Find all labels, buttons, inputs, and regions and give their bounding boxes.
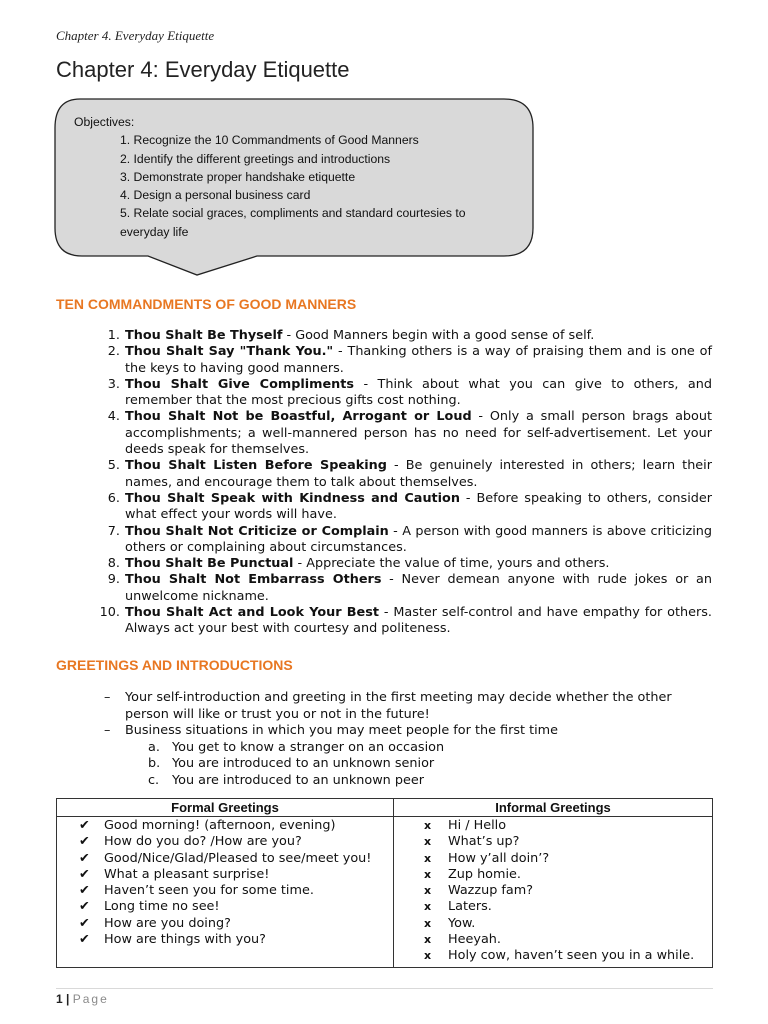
running-head: Chapter 4. Everyday Etiquette	[56, 28, 215, 43]
commandment-item: 6. Thou Shalt Speak with Kindness and Caution - Before speaking to others, consider what effect your words will have.	[107, 490, 713, 523]
informal-greeting-item: x Laters.	[424, 899, 492, 915]
formal-greeting-item: ✔ How do you do? /How are you?	[79, 834, 302, 850]
x-mark-icon: x	[424, 900, 432, 914]
informal-greeting-item: x What’s up?	[424, 834, 520, 850]
commandment-item: 4. Thou Shalt Not be Boastful, Arrogant or Loud - Only a small person brags about accomplishments; a well-mannered person has no need for self-advertisement. Let your deeds speak for themselves.	[107, 409, 712, 458]
checkmark-icon: ✔	[79, 834, 90, 850]
x-mark-icon: x	[424, 916, 432, 930]
checkmark-icon: ✔	[79, 866, 90, 882]
checkmark-icon: ✔	[79, 818, 90, 833]
commandment-item: 1. Thou Shalt Be Thyself - Good Manners begin with a good sense of self.	[107, 328, 595, 343]
formal-greetings-list	[57, 817, 393, 950]
commandments-heading: TEN COMMANDMENTS OF GOOD MANNERS	[56, 296, 357, 312]
checkmark-icon: ✔	[79, 915, 90, 931]
page-number: 1	[56, 992, 63, 1006]
greetings-table	[56, 798, 713, 968]
objective-item: 1. Recognize the 10 Commandments of Good Manners	[120, 133, 419, 148]
informal-greetings-cell	[394, 817, 713, 968]
objectives-box	[74, 113, 514, 241]
footer-separator: |	[66, 992, 70, 1006]
commandment-item: 5. Thou Shalt Listen Before Speaking - Be genuinely interested in others; learn their names, and encourage them to talk about themselves.	[107, 458, 712, 490]
informal-greeting-item: x Zup homie.	[424, 866, 521, 882]
informal-greeting-item: x Wazzup fam?	[424, 883, 534, 899]
sub-item: c. You are introduced to an unknown peer	[148, 772, 424, 788]
objective-item: 5. Relate social graces, compliments and standard courtesies to everyday life	[120, 206, 466, 239]
x-mark-icon: x	[424, 819, 432, 832]
formal-greeting-item: ✔ What a pleasant surprise!	[79, 866, 270, 882]
commandment-item: 7. Thou Shalt Not Criticize or Complain - A person with good manners is above criticizing others or complaining about circumstances.	[107, 523, 713, 555]
commandment-item: 3. Thou Shalt Give Compliments - Think about what you can give to others, and remember that the most precious gifts cost nothing.	[107, 376, 712, 409]
checkmark-icon: ✔	[79, 850, 90, 866]
informal-greetings-list	[394, 817, 712, 967]
footer-divider	[56, 988, 713, 989]
bullet-item: – Your self-introduction and greeting in the first meeting may decide whether the other person will like or trust you or not in the future!	[104, 690, 672, 722]
informal-greeting-item: x Hi / Hello	[424, 818, 507, 833]
objective-item: 3. Demonstrate proper handshake etiquette	[120, 169, 356, 184]
checkmark-icon: ✔	[79, 899, 90, 915]
objectives-list	[74, 131, 514, 241]
objective-item: 2. Identify the different greetings and introductions	[120, 151, 391, 166]
commandments-list	[94, 328, 712, 638]
informal-greeting-item: x Yow.	[424, 915, 476, 931]
formal-greetings-cell	[57, 817, 394, 968]
formal-greetings-header: Formal Greetings	[57, 799, 394, 817]
sub-item: b. You are introduced to an unknown senior	[148, 756, 435, 772]
page-label: Page	[72, 992, 109, 1006]
page-footer	[56, 992, 109, 1006]
x-mark-icon: x	[424, 949, 432, 963]
greetings-bullets	[104, 690, 712, 790]
x-mark-icon: x	[424, 835, 432, 849]
sub-item: a. You get to know a stranger on an occasion	[148, 739, 445, 755]
informal-greeting-item: x Holy cow, haven’t seen you in a while.	[424, 948, 695, 964]
commandment-item: 2. Thou Shalt Say "Thank You." - Thanking others is a way of praising them and is one of the keys to having good manners.	[107, 344, 712, 376]
objective-item: 4. Design a personal business card	[120, 188, 311, 203]
objectives-heading: Objectives:	[74, 115, 135, 129]
x-mark-icon: x	[424, 867, 432, 881]
bullet-item: – Business situations in which you may meet people for the first time	[104, 723, 559, 739]
informal-greetings-header: Informal Greetings	[394, 799, 713, 817]
x-mark-icon: x	[424, 933, 432, 947]
informal-greeting-item: x How y’all doin’?	[424, 850, 550, 866]
formal-greeting-item: ✔ Good/Nice/Glad/Pleased to see/meet you!	[79, 850, 372, 866]
formal-greeting-item: ✔ Haven’t seen you for some time.	[79, 883, 314, 899]
page-title: Chapter 4: Everyday Etiquette	[56, 57, 350, 82]
formal-greeting-item: ✔ How are you doing?	[79, 915, 231, 931]
checkmark-icon: ✔	[79, 883, 90, 899]
formal-greeting-item: ✔ Good morning! (afternoon, evening)	[79, 818, 336, 833]
commandment-item: 8. Thou Shalt Be Punctual - Appreciate the value of time, yours and others.	[107, 556, 610, 572]
informal-greeting-item: x Heeyah.	[424, 932, 501, 948]
formal-greeting-item: ✔ How are things with you?	[79, 932, 266, 948]
greetings-heading: GREETINGS AND INTRODUCTIONS	[56, 657, 293, 673]
x-mark-icon: x	[424, 851, 432, 865]
x-mark-icon: x	[424, 884, 432, 898]
commandment-item: 10. Thou Shalt Act and Look Your Best - Master self-control and have empathy for others. Always act your best with courtesy and politeness.	[99, 605, 713, 637]
formal-greeting-item: ✔ Long time no see!	[79, 899, 220, 915]
checkmark-icon: ✔	[79, 932, 90, 948]
commandment-item: 9. Thou Shalt Not Embarrass Others - Never demean anyone with rude jokes or an unwelcome nickname.	[107, 572, 712, 604]
